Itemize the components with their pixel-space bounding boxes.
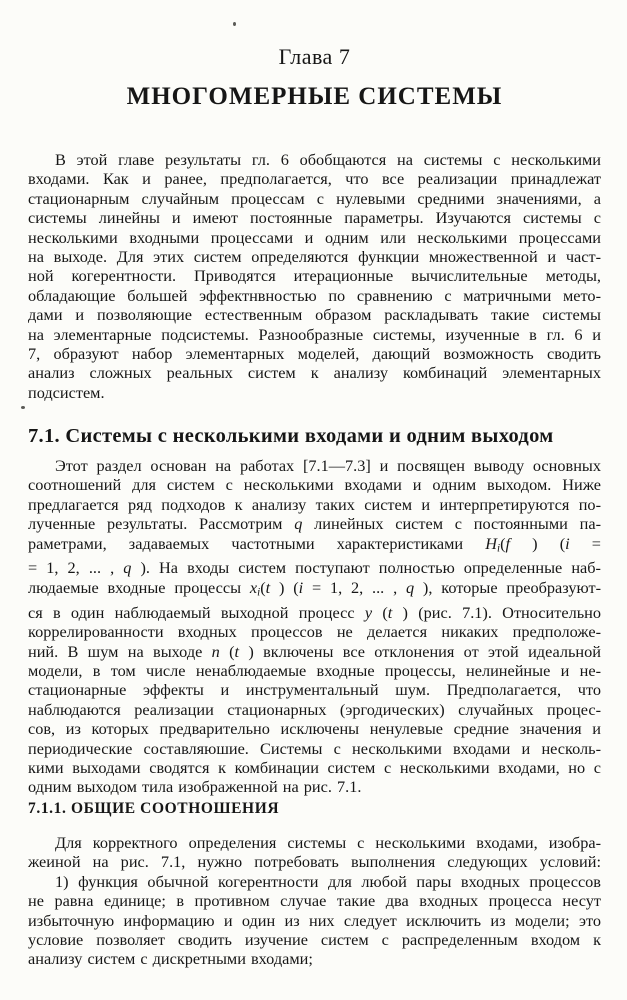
text-run: входами. Как и ранее, предполагается, что все реализации принадлежат: [28, 169, 601, 189]
text-line: [28, 305, 601, 324]
text-line: [28, 642, 601, 661]
math-symbol: i: [298, 577, 304, 597]
text-line: [28, 228, 601, 247]
text-run: стационарные эффекты и инструментальный шум. Предполагается, что: [28, 680, 601, 700]
text-run: ний. В шум на выходе: [28, 641, 212, 661]
text-line: [28, 739, 601, 758]
scan-speck: [233, 22, 236, 26]
text-run: коррелированности входных процессов не делается никаких предположе-: [28, 622, 601, 642]
math-symbol: i: [257, 586, 261, 599]
text-run: ) включены все отклонения от этой идеальной: [239, 641, 601, 661]
text-run: (: [372, 602, 388, 622]
scan-speck: [21, 406, 25, 409]
math-symbol: q: [123, 558, 132, 578]
text-line: [28, 344, 601, 363]
text-line: [28, 661, 601, 680]
text-run: на выходе. Для этих систем определяются функции множественной и част-: [28, 247, 601, 267]
text-line: [28, 266, 601, 285]
text-run: на элементарные подсистемы. Разнообразные системы, изученные в гл. 6 и: [28, 324, 601, 344]
text-line: [28, 930, 601, 949]
math-symbol: t: [265, 577, 271, 597]
section-7-1-heading: 7.1. Системы с несколькими входами и одним выходом: [28, 425, 554, 447]
text-line: [28, 208, 601, 227]
text-line: [28, 578, 601, 603]
text-line: [28, 872, 601, 891]
chapter-title: МНОГОМЕРНЫЕ СИСТЕМЫ: [126, 83, 503, 110]
text-run: ся в один наблюдаемый выходной процесс: [28, 602, 365, 622]
math-symbol: f: [505, 533, 511, 553]
text-run: людаемые входные процессы: [28, 577, 250, 597]
math-symbol: y: [364, 602, 373, 622]
math-symbol: q: [294, 514, 303, 534]
text-run: предлагается ряд подходов к анализу таких систем и интерпретируются по-: [28, 494, 601, 514]
subsection-7-1-1-heading: 7.1.1. ОБЩИЕ СООТНОШЕНИЯ: [28, 800, 280, 817]
text-run: ) (рис. 7.1). Относительно: [392, 602, 602, 622]
math-symbol: t: [387, 602, 393, 622]
text-run: обладающие большей эффектнвностью по сравнению с матричными мето-: [28, 285, 601, 305]
text-run: (: [219, 641, 235, 661]
text-run: периодические составляюшие. Системы с несколькими входами и несколь-: [28, 738, 601, 758]
text-line: [28, 534, 601, 559]
text-line: [28, 325, 601, 344]
text-line: [28, 719, 601, 738]
text-run: дами и позволяющие естественным образом раскладывать такие системы: [28, 305, 601, 325]
text-run: несколькими входными процессами и одним или несколькими процессами: [28, 227, 601, 247]
text-line: [28, 891, 601, 910]
intro-paragraph: [28, 150, 601, 402]
text-run: избыточную информацию и один из них следует исключить из модели; это: [28, 910, 601, 930]
math-symbol: t: [234, 641, 240, 661]
text-run: одним выходом тила изображенной на рис. 7.1.: [28, 777, 362, 797]
text-run: ной когерентности. Приводятся итерационные вычислительные методы,: [28, 266, 601, 286]
text-run: ). На входы систем поступают полностью определенные наб-: [131, 558, 601, 578]
text-run: 7, образуют набор элементарных моделей, дающий возможность сводить: [28, 344, 601, 364]
text-line: [28, 603, 601, 622]
text-run: кими выходами сводятся к комбинации систем с несколькими входами, но с: [28, 757, 601, 777]
text-run: системы линейны и имеют постоянные параметры. Изучаются системы с: [28, 208, 601, 228]
text-line: [28, 911, 601, 930]
text-line: [28, 758, 601, 777]
text-run: =: [569, 533, 601, 553]
text-run: лученные результаты. Рассмотрим: [28, 514, 295, 534]
text-run: не равна единице; в противном случае такие два входных процесса несут: [28, 891, 601, 911]
text-line: [28, 558, 601, 577]
math-symbol: i: [565, 533, 570, 553]
text-line: [28, 514, 601, 533]
text-line: [28, 680, 601, 699]
text-run: соотношений для систем с несколькими входами и одним выходом. Ниже: [28, 475, 601, 495]
text-line: [28, 852, 601, 871]
text-line: [28, 833, 601, 852]
text-run: (: [260, 577, 266, 597]
text-line: [28, 456, 601, 475]
text-line: [28, 475, 601, 494]
text-run: сов, из которых предварительно исключены ненулевые средние значения и: [28, 719, 601, 739]
text-run: 1) функция обычной когерентности для любой пары входных процессов: [55, 871, 601, 891]
text-line: [28, 949, 601, 968]
text-run: Этот раздел основан на работах [7.1—7.3] и посвящен выводу основных: [55, 456, 601, 475]
text-run: раметрами, задаваемых частотными характеристиками: [28, 533, 486, 553]
text-line: [28, 777, 601, 796]
math-symbol: i: [497, 542, 501, 555]
text-run: ) (: [270, 577, 299, 597]
text-run: = 1, 2, ... ,: [28, 558, 124, 578]
text-run: модели, в том числе ненаблюдаемые входные процессы, нелинейные и не-: [28, 660, 601, 680]
math-symbol: n: [211, 641, 220, 661]
text-run: анализ сложных реальных систем к анализу комбинаций элементарных: [28, 363, 601, 383]
chapter-label: Глава 7: [278, 44, 351, 69]
text-line: [28, 286, 601, 305]
text-line: [28, 363, 601, 382]
text-line: [28, 700, 601, 719]
text-line: [28, 169, 601, 188]
text-run: ), которые преобразуют-: [414, 577, 601, 597]
text-line: [28, 622, 601, 641]
text-run: условие позволяет сводить изучение систем с распределенным входом к: [28, 930, 601, 950]
math-symbol: H: [485, 533, 498, 553]
text-run: линейных систем с постоянными па-: [302, 514, 602, 534]
text-run: стационарным случайным процессам с нулевыми средними значениями, а: [28, 188, 601, 208]
text-run: жеиной на рис. 7.1, нужно потребовать выполнения следующих условий:: [28, 852, 601, 872]
text-run: подсистем.: [28, 382, 105, 402]
text-run: (: [500, 533, 506, 553]
section-7-1-paragraph: [28, 456, 601, 797]
text-run: ) (: [510, 533, 566, 553]
math-symbol: q: [405, 577, 415, 597]
text-line: [28, 150, 601, 169]
math-symbol: x: [249, 577, 258, 597]
text-run: анализу систем с дискретными входами;: [28, 949, 313, 969]
text-line: [28, 383, 601, 402]
text-run: Для корректного определения системы с несколькими входами, изобра-: [55, 833, 601, 852]
text-run: наблюдаются реализации стационарных (эргодических) случайных процес-: [28, 699, 601, 719]
text-run: В этой главе результаты гл. 6 обобщаются на системы с несколькими: [55, 150, 601, 169]
subsection-7-1-1-paragraph: [28, 833, 601, 969]
text-line: [28, 247, 601, 266]
text-run: = 1, 2, ... ,: [303, 577, 406, 597]
text-line: [28, 189, 601, 208]
text-line: [28, 495, 601, 514]
